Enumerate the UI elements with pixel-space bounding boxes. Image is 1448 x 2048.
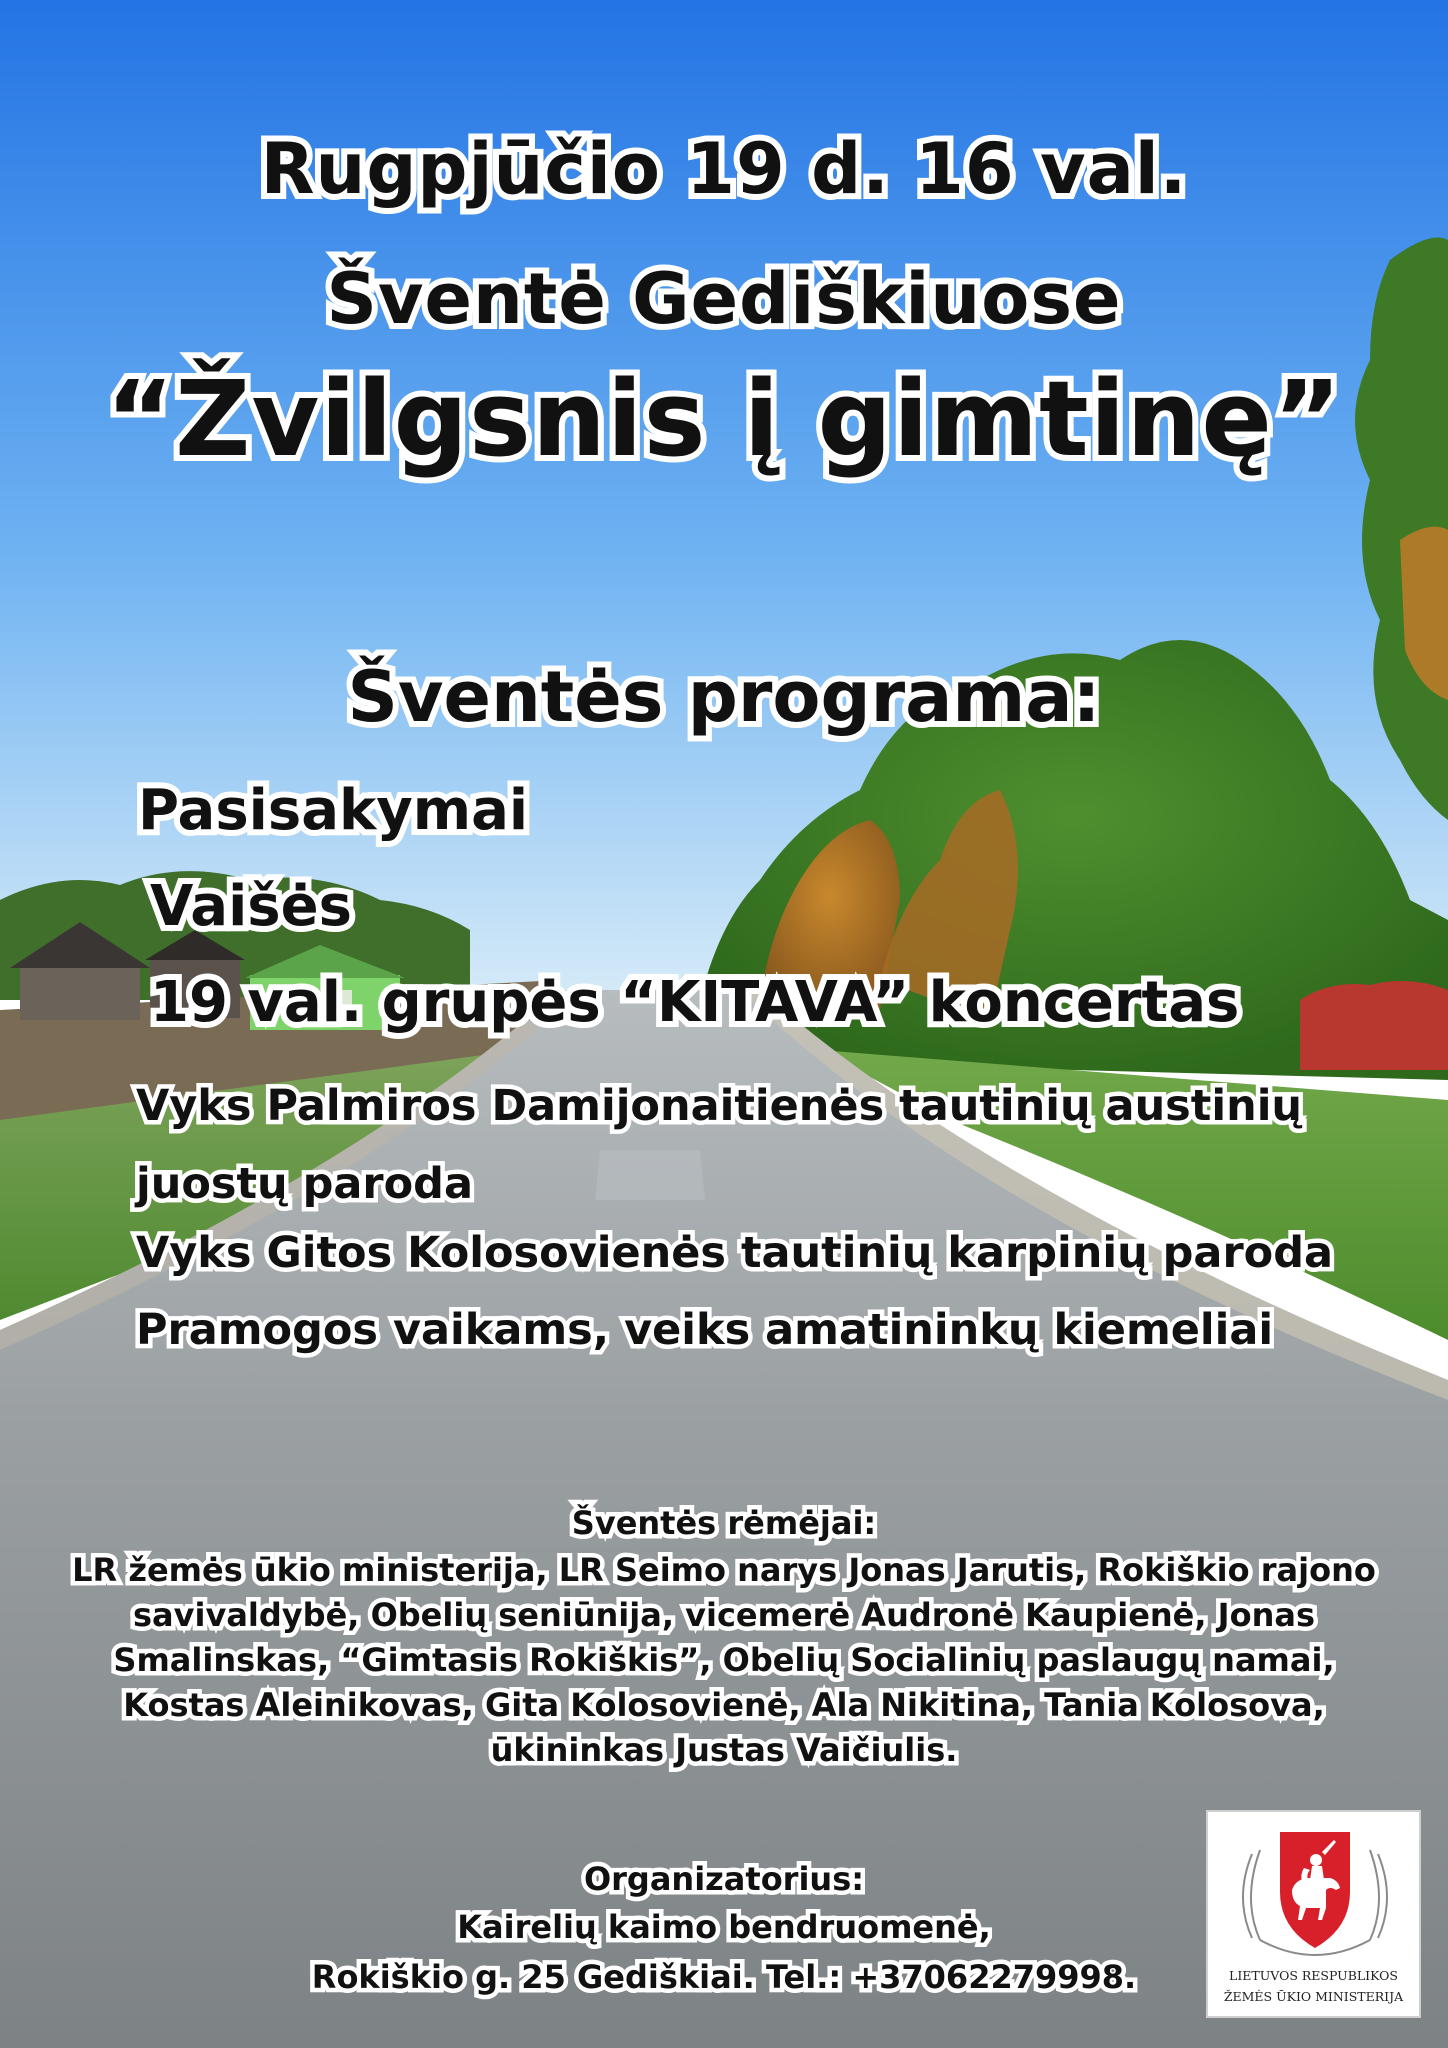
sponsors-heading: Šventės rėmėjai: [571,1504,877,1542]
logo-line-2: ŽEMĖS ŪKIO MINISTERIJA [1223,1989,1404,2004]
program-item-kids-crafts: Pramogos vaikams, veiks amatininkų kiemeliai [136,1305,1274,1355]
sponsors-line: ūkininkas Justas Vaičiulis. [490,1731,958,1769]
program-item-sash-exhibition-cont: juostų paroda [136,1159,473,1209]
sponsors-line: Kostas Aleinikovas, Gita Kolosovienė, Ala Nikitina, Tania Kolosova, [123,1686,1325,1724]
program-item-papercut-exhibition: Vyks Gitos Kolosovienės tautinių karpinių paroda [136,1228,1333,1278]
organizer-heading: Organizatorius: [583,1860,865,1898]
organizer-address: Rokiškio g. 25 Gediškiai. Tel.: +37062279998. [311,1958,1137,1996]
sponsors-list [0,1548,1448,1773]
vytis-coat-of-arms-icon [1230,1820,1400,1960]
sponsors-line: savivaldybė, Obelių seniūnija, vicemerė Audronė Kaupienė, Jonas [133,1596,1315,1634]
ministry-logo [1206,1810,1421,2018]
program-item-concert: 19 val. grupės “KITAVA” koncertas [150,970,1240,1035]
program-heading: Šventės programa: [347,656,1101,738]
sponsors-line: Smalinskas, “Gimtasis Rokiškis”, Obelių Socialinių paslaugų namai, [113,1641,1335,1679]
logo-line-1: LIETUVOS RESPUBLIKOS [1229,1968,1398,1983]
organizer-name: Kairelių kaimo bendruomenė, [457,1908,991,1946]
event-name: Šventė Gediškiuose [326,258,1122,340]
event-date-time: Rugpjūčio 19 d. 16 val. [260,128,1188,210]
program-item-speeches: Pasisakymai [138,778,529,843]
event-title: “Žvilgsnis į gimtinę” [105,358,1343,480]
program-item-sash-exhibition: Vyks Palmiros Damijonaitienės tautinių austinių [136,1081,1303,1131]
sponsors-line: LR žemės ūkio ministerija, LR Seimo narys Jonas Jarutis, Rokiškio rajono [72,1551,1376,1589]
program-item-refreshments: Vaišės [150,874,352,939]
